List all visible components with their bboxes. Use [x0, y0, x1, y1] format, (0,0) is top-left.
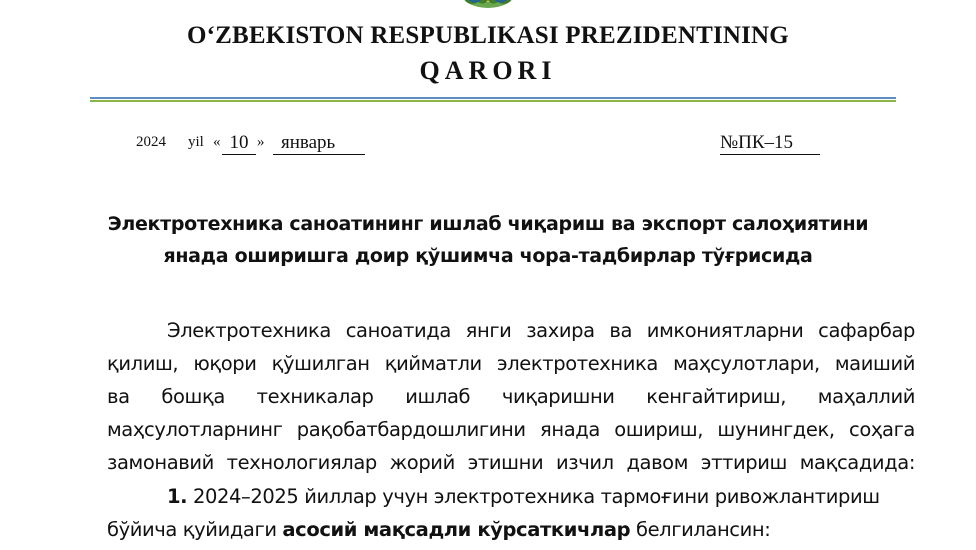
- date-year: 2024: [136, 134, 166, 150]
- paragraph-2-line-1: [107, 480, 915, 513]
- paragraph-1-line: Электротехника саноатида янги захира ва имкониятларни сафарбар: [167, 319, 915, 342]
- date-day: 10: [222, 132, 256, 155]
- item-number: 1.: [167, 485, 188, 508]
- paragraph-1-line: қилиш, юқори қўшилган қийматли электротехника маҳсулотлари, маиший: [107, 352, 915, 375]
- header-document-type: QARORI: [419, 56, 557, 85]
- paragraph-2-line-1-text: 2024–2025 йиллар учун электротехника тармоғини ривожлантириш: [193, 485, 880, 508]
- date-month: январь: [273, 132, 365, 155]
- header-country-title: O‘ZBEKISTON RESPUBLIKASI PREZIDENTINING: [187, 22, 789, 49]
- paragraph-1-line: ва бошқа техникалар ишлаб чиқаришни кенгайтириш, маҳаллий: [107, 385, 915, 408]
- header-divider: [90, 97, 896, 102]
- state-emblem: [438, 0, 538, 12]
- paragraph-1: [107, 314, 915, 479]
- paragraph-2-line-2-pre: бўйича қуйидаги: [107, 518, 283, 541]
- date-quote-close: »: [257, 134, 265, 150]
- date-row: [0, 132, 976, 158]
- paragraph-2: [107, 480, 915, 546]
- document-title-line-2: янада оширишга доир қўшимча чора-тадбирлар тўғрисида: [163, 245, 813, 267]
- date-quote-open: «: [213, 134, 221, 150]
- paragraph-2-key-targets: асосий мақсадли кўрсаткичлар: [282, 518, 631, 541]
- paragraph-2-line-2-post: белгилансин:: [630, 518, 771, 541]
- document-number: №ПК–15: [720, 132, 820, 155]
- date-yil-label: yil: [188, 134, 204, 150]
- paragraph-1-line: замонавий технологиялар жорий этишни изчил давом эттириш мақсадида:: [107, 451, 915, 474]
- emblem-icon: [438, 0, 538, 12]
- paragraph-1-line: маҳсулотларнинг рақобатбардошлигини янада ошириш, шунингдек, соҳага: [107, 418, 915, 441]
- paragraph-2-line-2: [107, 513, 915, 546]
- document-title-line-1: Электротехника саноатининг ишлаб чиқариш ва экспорт салоҳиятини: [107, 213, 869, 235]
